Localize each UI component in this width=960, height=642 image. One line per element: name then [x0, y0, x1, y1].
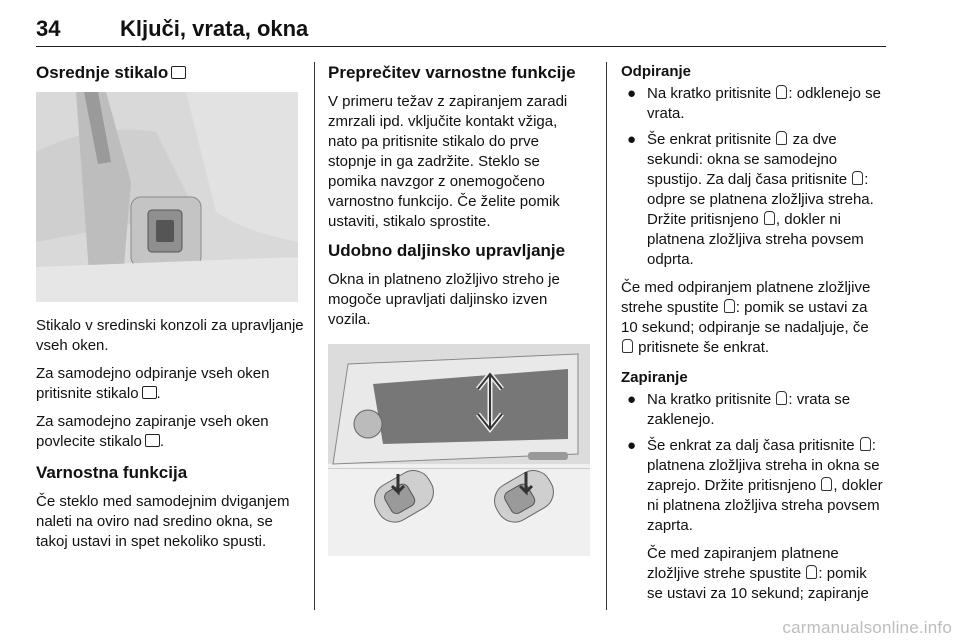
- section-heading-safety: Varnostna funkcija: [36, 463, 188, 482]
- remote-window-illustration: [328, 344, 590, 556]
- closing-list: [621, 390, 883, 536]
- paragraph: Če med odpiranjem platnene zložljive strehe spustite : pomik se ustavi za 10 sekund; odpiranje se nadaljuje, če pritisnete še enkrat.: [621, 279, 871, 356]
- section-heading-central-switch: Osrednje stikalo: [36, 62, 304, 84]
- unlock-key-icon: [622, 339, 633, 353]
- window-switch-icon: [145, 434, 160, 447]
- paragraph: Če steklo med samodejnim dviganjem naleti na oviro nad sredino okna, se takoj ustavi in spet nekoliko spusti.: [36, 493, 290, 550]
- list-item: ● Še enkrat pritisnite za dve sekundi: okna se samodejno spustijo. Za dalj časa pritisnite : odpre se platnena zložljiva streha. Držite pritisnjeno , dokler ni platnena zložljiva streha povsem odprta.: [627, 131, 874, 268]
- subheading-opening: Odpiranje: [621, 63, 692, 80]
- window-switch-icon: [171, 66, 186, 79]
- list-item: ● Na kratko pritisnite : odklenejo se vrata.: [627, 85, 881, 122]
- window-switch-icon: [142, 386, 157, 399]
- paragraph: V primeru težav z zapiranjem zaradi zmrzali ipd. vključite kontakt vžiga, nato pa pritisnite stikalo do prve stopnje in ga zadržite. Steklo se pomika navzgor z onemogočeno varnostno funkcijo. Če želite pomik ustaviti, stikalo sprostite.: [328, 93, 568, 230]
- subheading-closing: Zapiranje: [621, 369, 688, 386]
- column-2: [328, 62, 590, 556]
- paragraph: Okna in platneno zložljivo streho je mogoče upravljati daljinsko izven vozila.: [328, 271, 560, 328]
- paragraph: Stikalo v sredinski konzoli za upravljanje vseh oken.: [36, 317, 304, 354]
- list-item: ● Na kratko pritisnite : vrata se zaklenejo.: [627, 391, 851, 428]
- unlock-key-icon: [724, 299, 735, 313]
- page-number: 34: [36, 16, 61, 41]
- lock-key-icon: [821, 477, 832, 491]
- lock-key-icon: [860, 437, 871, 451]
- remote-window-image: [328, 344, 590, 556]
- page-title: Ključi, vrata, okna: [120, 16, 309, 41]
- console-switch-image: [36, 92, 298, 302]
- unlock-key-icon: [764, 211, 775, 225]
- column-divider: [606, 62, 607, 610]
- column-divider: [314, 62, 315, 610]
- column-1: [36, 62, 304, 560]
- unlock-key-icon: [852, 171, 863, 185]
- opening-list: [621, 84, 883, 270]
- section-heading-remote: Udobno daljinsko upravljanje: [328, 241, 566, 260]
- watermark: carmanualsonline.info: [782, 618, 952, 637]
- lock-key-icon: [806, 565, 817, 579]
- unlock-key-icon: [776, 131, 787, 145]
- section-heading-override: Preprečitev varnostne funkcije: [328, 63, 576, 82]
- page-header: [36, 10, 886, 47]
- column-3: [621, 62, 883, 612]
- paragraph: Če med zapiranjem platnene zložljive strehe spustite : pomik se ustavi za 10 sekund; zapiranje: [647, 545, 869, 602]
- unlock-key-icon: [776, 85, 787, 99]
- lock-key-icon: [776, 391, 787, 405]
- paragraph: Za samodejno zapiranje vseh oken povlecite stikalo .: [36, 413, 269, 450]
- console-switch-illustration: [36, 92, 298, 302]
- list-item: ● Še enkrat za dalj časa pritisnite : platnena zložljiva streha in okna se zaprejo. Držite pritisnjeno , dokler ni platnena zložljiva streha povsem zaprta.: [627, 437, 883, 534]
- paragraph: Za samodejno odpiranje vseh oken pritisnite stikalo .: [36, 365, 270, 402]
